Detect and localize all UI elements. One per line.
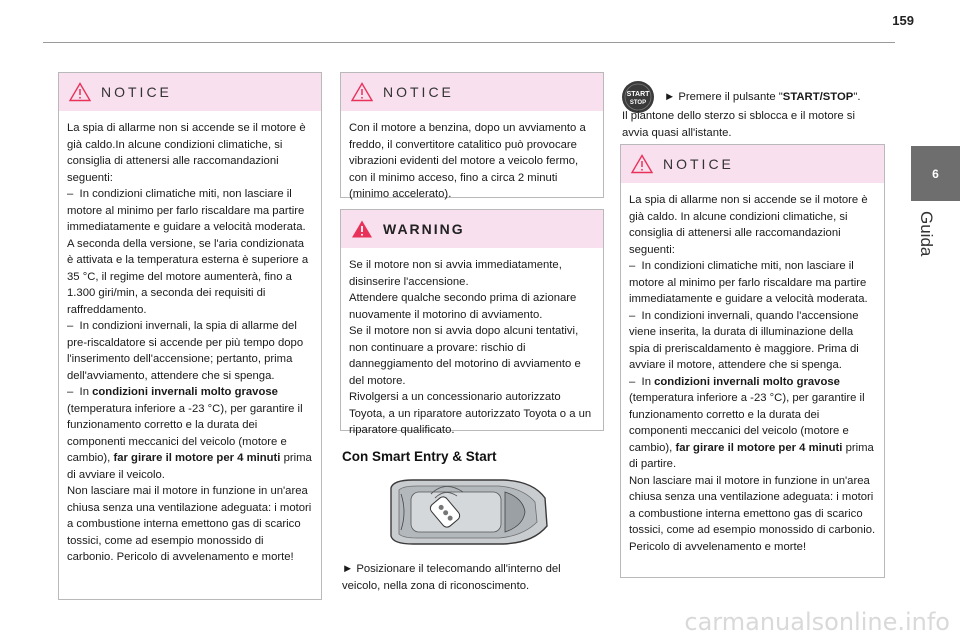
watermark: carmanualsonline.info	[684, 608, 950, 636]
car-key-zone-illustration	[383, 478, 550, 546]
notice-body: Con il motore a benzina, dopo un avviamento a freddo, il convertitore catalitico può provocare vibrazioni evidenti del motore a veicolo fermo, con il minimo acceso, fino a circa 2 minuti (minimo accelerato).	[349, 122, 589, 200]
warning-body: Se il motore non si avvia immediatamente, disinserire l'accensione. Attendere qualche secondo prima di azionare nuovamente il motorino di avviamento. Se il motore non si avvia dopo alcuni tentativi, non continuare a provare: rischio di danneggiamento del motorino di avviamento e del motore. Rivolgersi a un concessionario autorizzato Toyota, a un riparatore autorizzato Toyota o a un riparatore qualificato.	[349, 259, 592, 436]
page-number: 159	[892, 13, 914, 28]
notice-box-right	[620, 144, 885, 578]
steering-unlock-text: Il piantone dello sterzo si sblocca e il motore si avvia quasi all'istante.	[622, 110, 855, 139]
header-divider	[43, 42, 895, 43]
notice-header	[59, 73, 321, 111]
notice-triangle-icon	[351, 82, 373, 102]
notice-header	[341, 73, 603, 111]
notice-triangle-icon	[69, 82, 91, 102]
warning-triangle-icon	[351, 219, 373, 239]
notice-box-middle	[340, 72, 604, 198]
warning-title: WARNING	[383, 221, 465, 237]
chapter-label: Guida	[917, 211, 936, 257]
notice-box-left	[58, 72, 322, 600]
warning-header	[341, 210, 603, 248]
stop-label: STOP	[629, 100, 647, 106]
warning-box	[340, 209, 604, 436]
notice-header	[621, 145, 884, 183]
notice-body: La spia di allarme non si accende se il motore è già caldo.In alcune condizioni climatiche, si consiglia di attenersi alle raccomandazioni seguenti: – In condizioni climatiche miti, non lasciare il motore al minimo per farlo riscaldare ma partire immediatamente e guidare a velocità moderata. A seconda della versione, se l'aria condizionata è attivata e la temperatura esterna è superiore a 35 °C, il regime del motore aumenterà, fino a 1.300 giri/min, a seconda dei requisiti di raffreddamento. – In condizioni invernali, la spia di allarme del pre-riscaldatore si accende per più tempo dopo l'inserimento dell'accensione; pertanto, prima dell'avviamento, attendere che si spenga. – In condizioni invernali molto gravose (temperatura inferiore a -23 °C), per garantire il funzionamento corretto e la durata dei componenti meccanici del veicolo (motore e cambio), far girare il motore per 4 minuti prima di avviare il veicolo. Non lasciare mai il motore in funzione in un'area chiusa senza una ventilazione adeguata: i motori a combustione interna emettono gas di scarico tossici, come ad esempio monossido di carbonio. Pericolo di avvelenamento e morte!	[67, 122, 312, 563]
chapter-tab[interactable]: 6	[911, 146, 960, 201]
press-start-instruction: ► Premere il pulsante "START/STOP".	[664, 91, 861, 103]
remote-instruction: ► Posizionare il telecomando all'interno del veicolo, nella zona di riconoscimento.	[342, 563, 561, 592]
notice-title: NOTICE	[383, 84, 454, 100]
notice-body: La spia di allarme non si accende se il motore è già caldo. In alcune condizioni climatiche, si consiglia di attenersi alle raccomandazioni seguenti: – In condizioni climatiche miti, non lasciare il motore al minimo per farlo riscaldare ma partire immediatamente e guidare a velocità moderata. – In condizioni invernali, quando l'accensione viene inserita, la durata di illuminazione della spia di preriscaldamento è maggiore. Prima di avviare il motore, attendere che si spenga. – In condizioni invernali molto gravose (temperatura inferiore a -23 °C), per garantire il funzionamento corretto e la durata dei componenti meccanici del veicolo (motore e cambio), far girare il motore per 4 minuti prima di partire. Non lasciare mai il motore in funzione in un'area chiusa senza una ventilazione adeguata: i motori a combustione interna emettono gas di scarico tossici, come ad esempio monossido di carbonio. Pericolo di avvelenamento e morte!	[629, 194, 876, 553]
notice-title: NOTICE	[101, 84, 172, 100]
start-label: START	[626, 91, 650, 98]
notice-triangle-icon	[631, 154, 653, 174]
notice-title: NOTICE	[663, 156, 734, 172]
section-title: Con Smart Entry & Start	[342, 449, 497, 464]
